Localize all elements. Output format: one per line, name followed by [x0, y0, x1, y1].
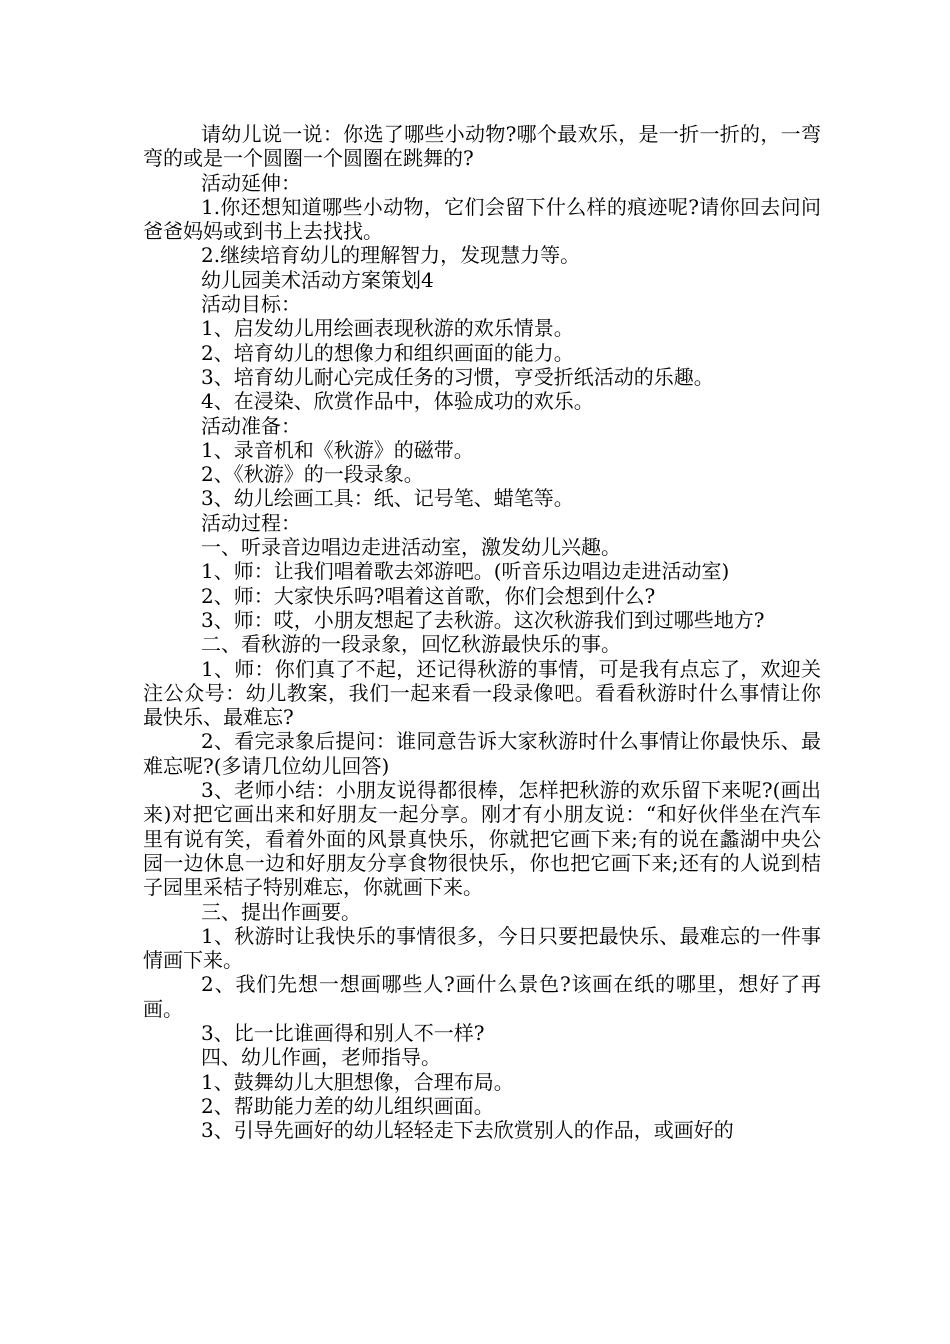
- section-heading: 幼儿园美术活动方案策划4: [201, 267, 434, 292]
- paragraph-12: 1、录音机和《秋游》的磁带。: [201, 437, 474, 462]
- paragraph-27: 3、比一比谁画得和别人不一样?: [201, 1020, 485, 1045]
- paragraph-30: 2、帮助能力差的幼儿组织画面。: [201, 1093, 494, 1118]
- paragraph-24: 三、提出作画要。: [201, 899, 361, 924]
- paragraph-3: 1.你还想知道哪些小动物，它们会留下什么样的痕迹呢?请你回去问问爸爸妈妈或到书上去找找。: [143, 194, 821, 244]
- paragraph-20: 二、看秋游的一段录象，回忆秋游最快乐的事。: [201, 632, 621, 657]
- paragraph-4: 2.继续培育幼儿的理解智力，发现慧力等。: [201, 243, 581, 268]
- paragraph-14: 3、幼儿绘画工具：纸、记号笔、蜡笔等。: [201, 486, 574, 511]
- paragraph-28: 四、幼儿作画，老师指导。: [201, 1045, 441, 1070]
- paragraph-22: 2、看完录象后提问：谁同意告诉大家秋游时什么事情让你最快乐、最难忘呢?(多请几位幼儿回答): [143, 729, 821, 778]
- paragraph-18: 2、师：大家快乐吗?唱着这首歌，你们会想到什么?: [201, 583, 656, 608]
- paragraph-7: 1、启发幼儿用绘画表现秋游的欢乐情景。: [201, 316, 574, 341]
- paragraph-2: 活动延伸：: [201, 170, 301, 195]
- paragraph-9: 3、培育幼儿耐心完成任务的习惯，亨受折纸活动的乐趣。: [201, 364, 714, 389]
- paragraph-26: 2、我们先想一想画哪些人?画什么景色?该画在纸的哪里，想好了再画。: [143, 972, 821, 1021]
- paragraph-6: 活动目标：: [201, 292, 301, 317]
- paragraph-31: 3、引导先画好的幼儿轻轻走下去欣赏别人的作品，或画好的: [201, 1118, 734, 1143]
- paragraph-11: 活动准备：: [201, 413, 301, 438]
- paragraph-23: 3、老师小结：小朋友说得都很棒，怎样把秋游的欢乐留下来呢?(画出来)对把它画出来和好朋友一起分享。刚才有小朋友说：“和好伙伴坐在汽车里有说有笑，看着外面的风景真快乐，你就把它画下来;有的说在蠡湖中央公园一边休息一边和好朋友分享食物很快乐，你也把它画下来;还有的人说到桔子园里采桔子特别难忘，你就画下来。: [143, 778, 821, 900]
- paragraph-13: 2、《秋游》的一段录象。: [201, 462, 424, 487]
- paragraph-19: 3、师：哎，小朋友想起了去秋游。这次秋游我们到过哪些地方?: [201, 607, 765, 632]
- paragraph-16: 一、听录音边唱边走进活动室，激发幼儿兴趣。: [201, 535, 621, 560]
- paragraph-8: 2、培育幼儿的想像力和组织画面的能力。: [201, 340, 574, 365]
- document-body: [143, 122, 821, 1142]
- paragraph-15: 活动过程：: [201, 510, 301, 535]
- paragraph-21: 1、师：你们真了不起，还记得秋游的事情，可是我有点忘了，欢迎关注公众号：幼儿教案，我们一起来看一段录像吧。看看秋游时什么事情让你最快乐、最难忘?: [143, 656, 821, 730]
- paragraph-25: 1、秋游时让我快乐的事情很多，今日只要把最快乐、最难忘的一件事情画下来。: [143, 923, 821, 973]
- paragraph-17: 1、师：让我们唱着歌去郊游吧。(听音乐边唱边走进活动室): [201, 559, 730, 584]
- paragraph-10: 4、在浸染、欣赏作品中，体验成功的欢乐。: [201, 389, 594, 414]
- paragraph-29: 1、鼓舞幼儿大胆想像，合理布局。: [201, 1069, 514, 1094]
- paragraph-1: 请幼儿说一说：你选了哪些小动物?哪个最欢乐，是一折一折的，一弯弯的或是一个圆圈一个圆圈在跳舞的?: [143, 122, 821, 171]
